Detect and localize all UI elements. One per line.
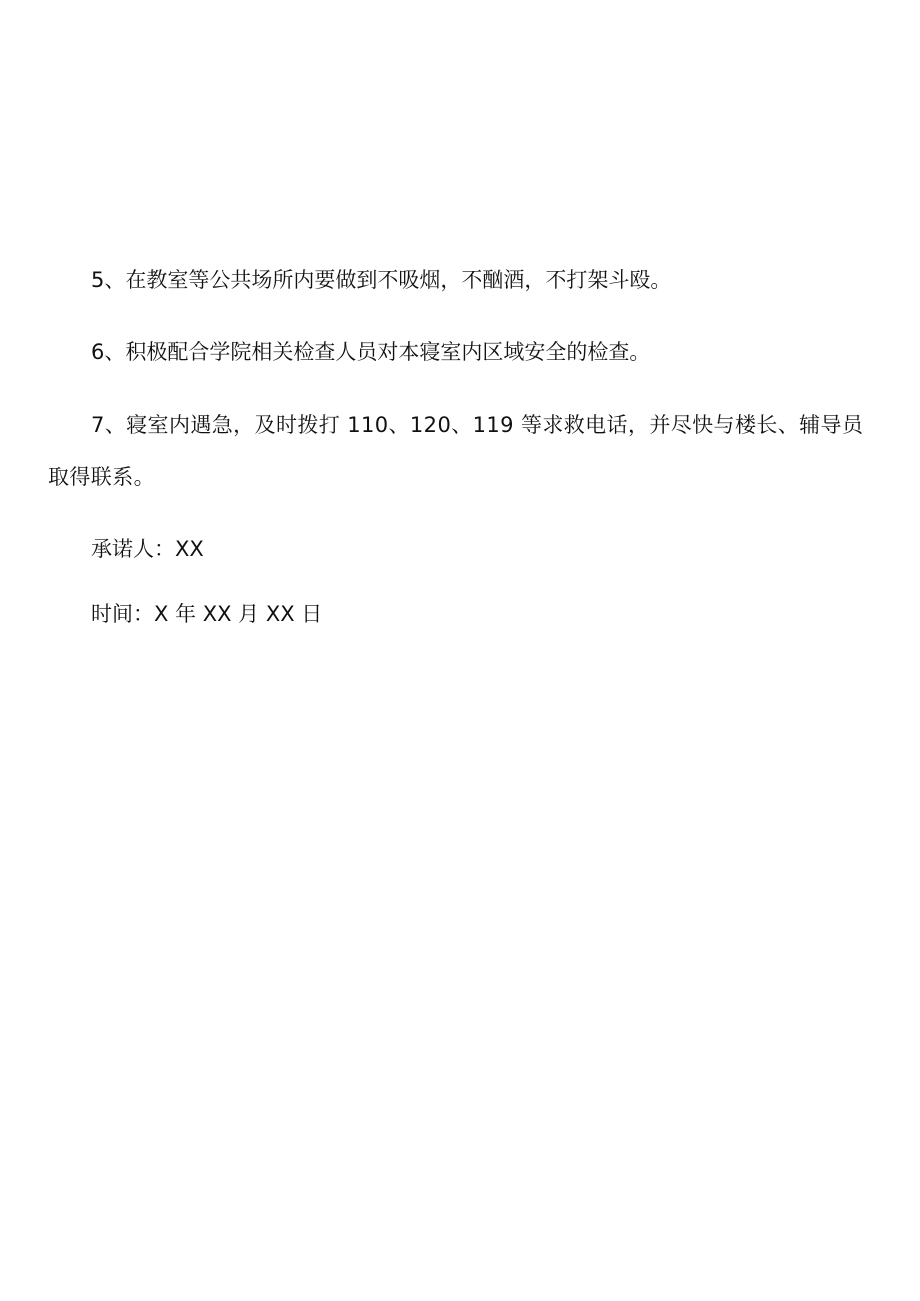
pledge-item-5: 5、在教室等公共场所内要做到不吸烟，不酗酒，不打架斗殴。 — [91, 268, 672, 292]
signatory-line: 承诺人：XX — [91, 537, 204, 561]
pledge-item-7: 7、寝室内遇急，及时拨打 110、120、119 等求救电话，并尽快与楼长、辅导员取得联系。 — [48, 413, 864, 489]
date-line: 时间：X 年 XX 月 XX 日 — [91, 602, 323, 626]
pledge-item-6: 6、积极配合学院相关检查人员对本寝室内区域安全的检查。 — [91, 340, 651, 364]
document-body — [48, 255, 870, 654]
